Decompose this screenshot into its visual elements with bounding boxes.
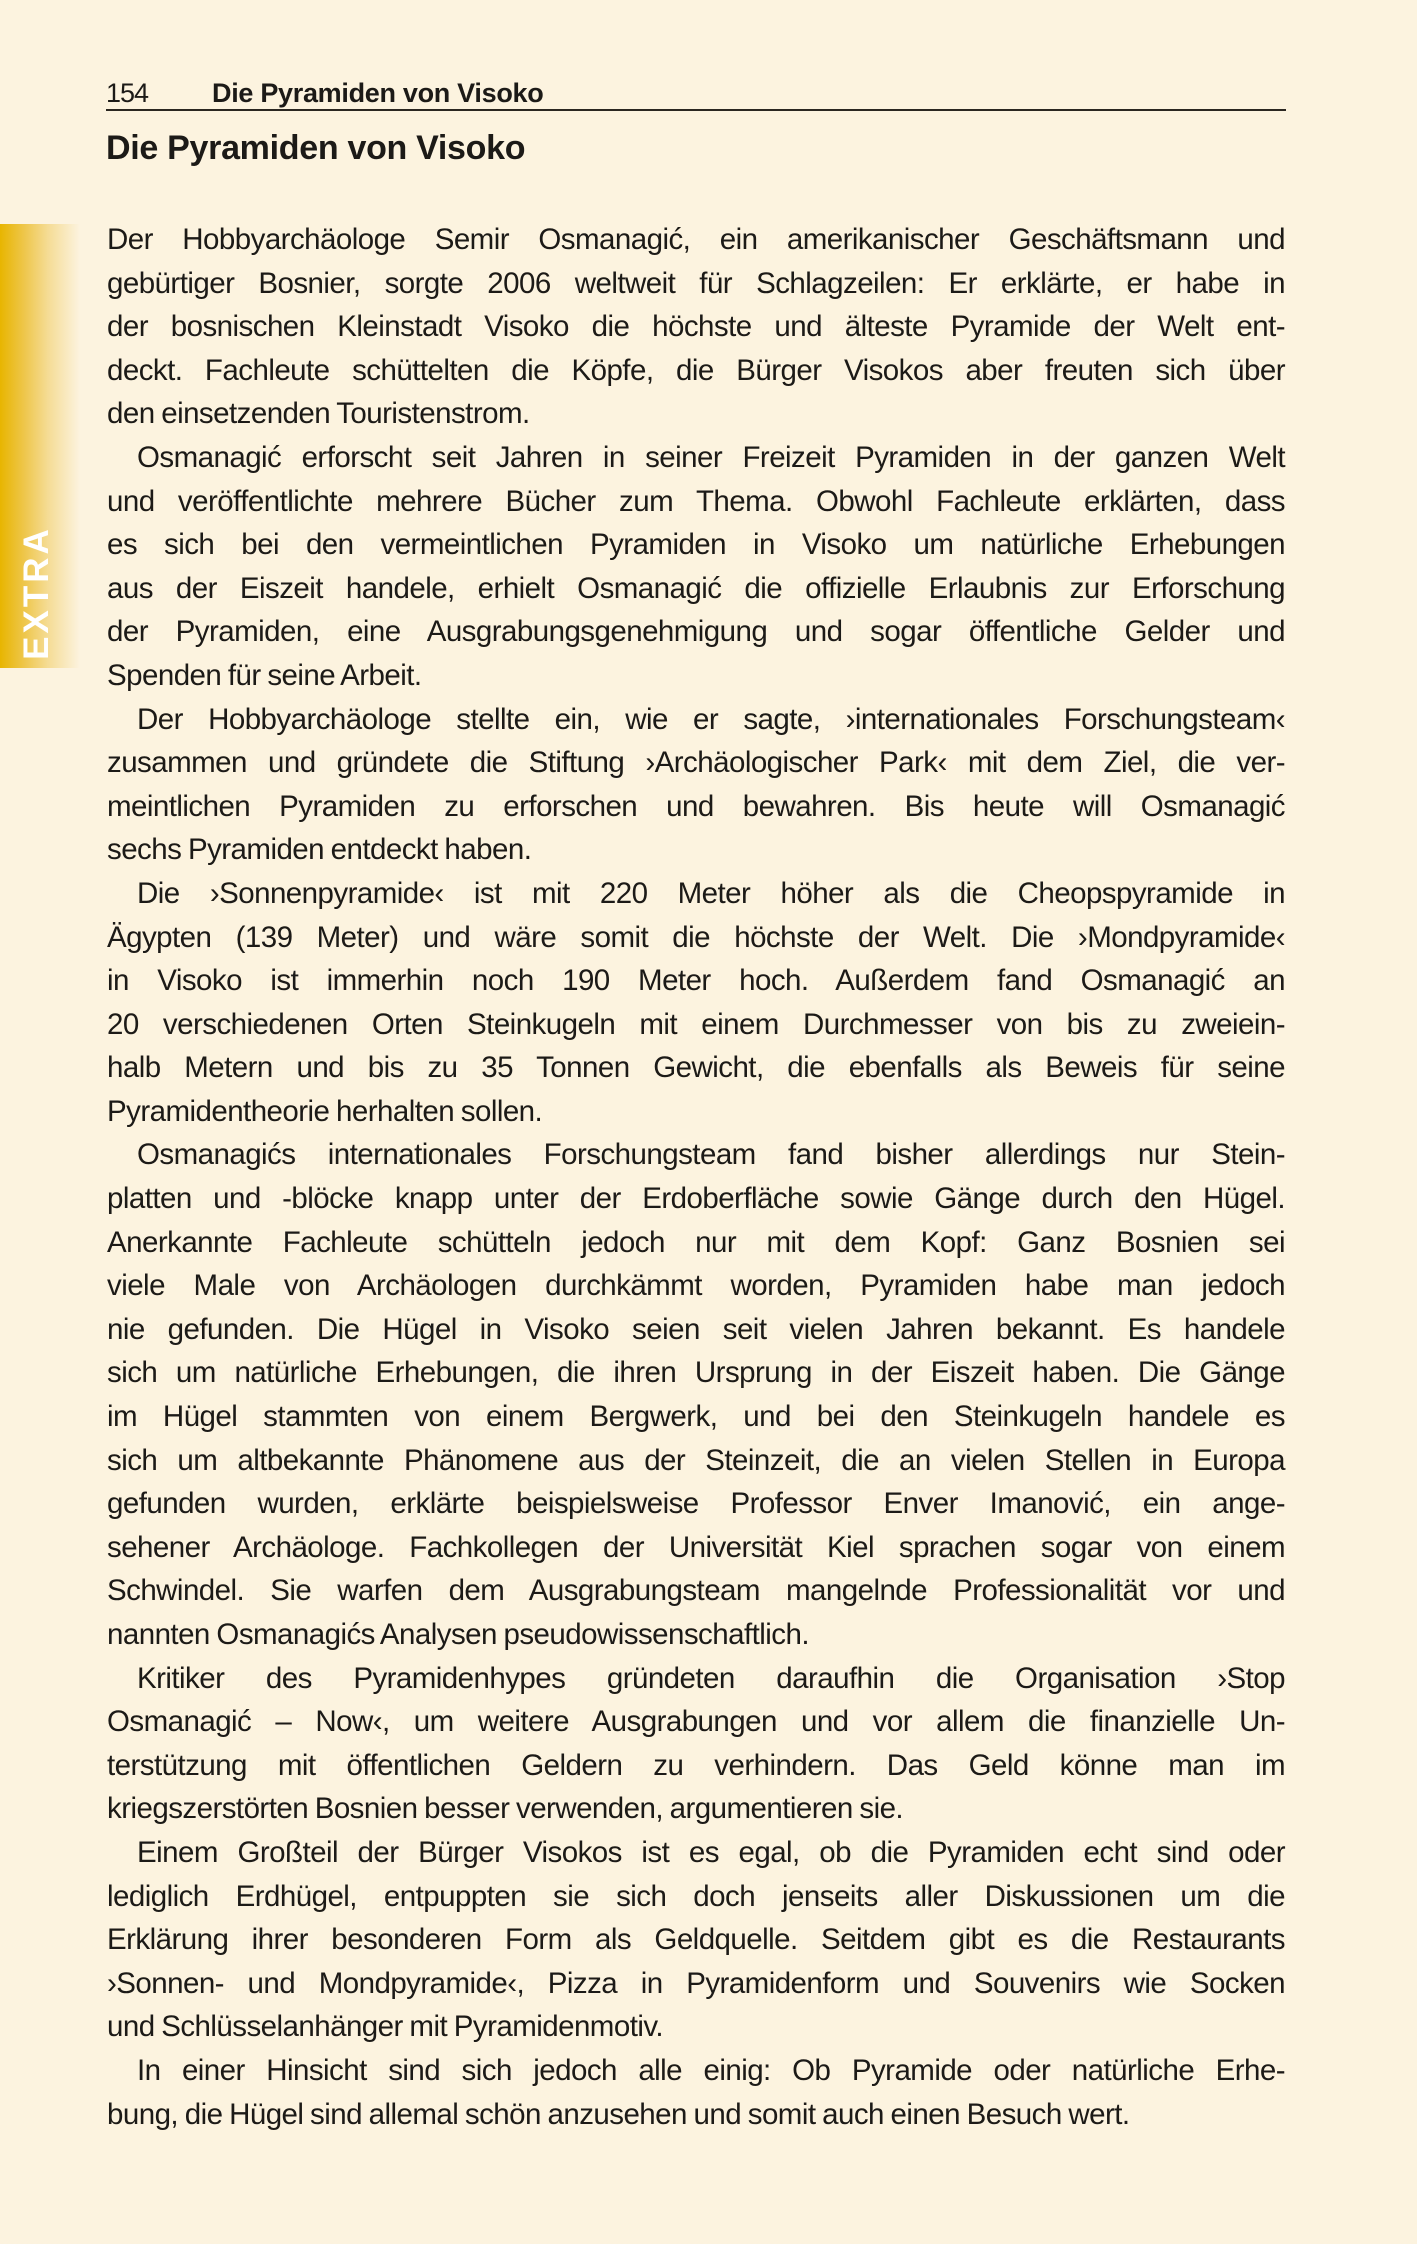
text-line: sechs Pyramiden entdeckt haben. [107,833,532,867]
text-line: Einem Großteil der Bürger Visokos ist es egal, ob die Pyramiden echt sind oder [137,1835,1285,1869]
text-line: und veröffentlichte mehrere Bücher zum Thema. Obwohl Fachleute erklärten, dass [107,484,1285,518]
text-line: Osmanagićs internationales Forschungsteam fand bisher allerdings nur Stein- [137,1138,1285,1172]
paragraph [107,1657,1285,1831]
text-line: ›Sonnen- und Mondpyramide‹, Pizza in Pyramidenform und Souvenirs wie Socken [107,1966,1285,2000]
text-line: Der Hobbyarchäologe stellte ein, wie er sagte, ›internationales Forschungsteam‹ [137,702,1285,736]
text-line: platten und -blöcke knapp unter der Erdoberfläche sowie Gänge durch den Hügel. [107,1182,1285,1216]
text-line: nie gefunden. Die Hügel in Visoko seien seit vielen Jahren bekannt. Es handele [107,1312,1285,1346]
text-line: Osmanagić erforscht seit Jahren in seiner Freizeit Pyramiden in der ganzen Welt [137,440,1285,474]
text-line: Die ›Sonnenpyramide‹ ist mit 220 Meter höher als die Cheopspyramide in [137,876,1285,910]
text-line: 20 verschiedenen Orten Steinkugeln mit einem Durchmesser von bis zu zweiein- [107,1007,1285,1041]
running-title: Die Pyramiden von Visoko [212,78,544,108]
paragraph [107,1831,1285,2049]
page-number: 154 [106,78,149,108]
text-line: meintlichen Pyramiden zu erforschen und bewahren. Bis heute will Osmanagić [107,789,1285,823]
text-line: sich um natürliche Erhebungen, die ihren Ursprung in der Eiszeit haben. Die Gänge [107,1356,1285,1390]
text-line: aus der Eiszeit handele, erhielt Osmanagić die offizielle Erlaubnis zur Erforschung [107,571,1285,605]
text-line: im Hügel stammten von einem Bergwerk, und bei den Steinkugeln handele es [107,1400,1285,1434]
text-line: sich um altbekannte Phänomene aus der Steinzeit, die an vielen Stellen in Europa [107,1443,1285,1477]
running-header [106,70,1286,110]
text-line: gebürtiger Bosnier, sorgte 2006 weltweit für Schlagzeilen: Er erklärte, er habe in [107,266,1285,300]
paragraph [107,1133,1285,1656]
text-line: Schwindel. Sie warfen dem Ausgrabungsteam mangelnde Professionalität vor und [107,1574,1285,1608]
text-line: terstützung mit öffentlichen Geldern zu verhindern. Das Geld könne man im [107,1748,1285,1782]
text-line: in Visoko ist immerhin noch 190 Meter hoch. Außerdem fand Osmanagić an [107,964,1285,998]
text-line: zusammen und gründete die Stiftung ›Archäologischer Park‹ mit dem Ziel, die ver- [107,746,1285,780]
text-line: der bosnischen Kleinstadt Visoko die höchste und älteste Pyramide der Welt ent- [107,310,1285,344]
text-line: und Schlüsselanhänger mit Pyramidenmotiv. [107,2010,663,2044]
paragraph [107,2049,1285,2136]
header-rule [106,109,1286,111]
text-line: Ägypten (139 Meter) und wäre somit die höchste der Welt. Die ›Mondpyramide‹ [107,920,1285,954]
paragraph [107,218,1285,436]
text-line: bung, die Hügel sind allemal schön anzusehen und somit auch einen Besuch wert. [107,2097,1130,2131]
text-line: sehener Archäologe. Fachkollegen der Universität Kiel sprachen sogar von einem [107,1530,1285,1564]
text-line: der Pyramiden, eine Ausgrabungsgenehmigung und sogar öffentliche Gelder und [107,615,1285,649]
text-line: kriegszerstörten Bosnien besser verwenden, argumentieren sie. [107,1792,904,1826]
text-line: nannten Osmanagićs Analysen pseudowissenschaftlich. [107,1618,809,1651]
paragraph [107,698,1285,872]
text-line: In einer Hinsicht sind sich jedoch alle einig: Ob Pyramide oder natürliche Erhe- [137,2053,1285,2087]
paragraph [107,436,1285,698]
paragraph [107,872,1285,1134]
article-body [107,218,1285,2136]
article-title: Die Pyramiden von Visoko [106,129,526,167]
text-line: viele Male von Archäologen durchkämmt worden, Pyramiden habe man jedoch [107,1269,1285,1303]
text-line: Pyramidentheorie herhalten sollen. [107,1094,543,1128]
extra-tab-label: EXTRA [17,526,56,660]
text-line: halb Metern und bis zu 35 Tonnen Gewicht, die ebenfalls als Beweis für seine [107,1051,1285,1085]
text-line: deckt. Fachleute schüttelten die Köpfe, die Bürger Visokos aber freuten sich über [107,353,1285,387]
text-line: lediglich Erdhügel, entpuppten sie sich doch jenseits aller Diskussionen um die [107,1879,1285,1913]
text-line: es sich bei den vermeintlichen Pyramiden in Visoko um natürliche Erhebungen [107,528,1285,562]
text-line: Der Hobbyarchäologe Semir Osmanagić, ein amerikanischer Geschäftsmann und [107,223,1285,256]
text-line: den einsetzenden Touristenstrom. [107,397,530,431]
text-line: gefunden wurden, erklärte beispielsweise Professor Enver Imanović, ein ange- [107,1487,1285,1521]
text-line: Erklärung ihrer besonderen Form als Geldquelle. Seitdem gibt es die Restaurants [107,1923,1285,1957]
text-line: Osmanagić – Now‹, um weitere Ausgrabungen und vor allem die finanzielle Un- [107,1705,1285,1739]
text-line: Anerkannte Fachleute schütteln jedoch nur mit dem Kopf: Ganz Bosnien sei [107,1225,1285,1259]
text-line: Spenden für seine Arbeit. [107,658,422,692]
text-line: Kritiker des Pyramidenhypes gründeten daraufhin die Organisation ›Stop [137,1661,1285,1695]
